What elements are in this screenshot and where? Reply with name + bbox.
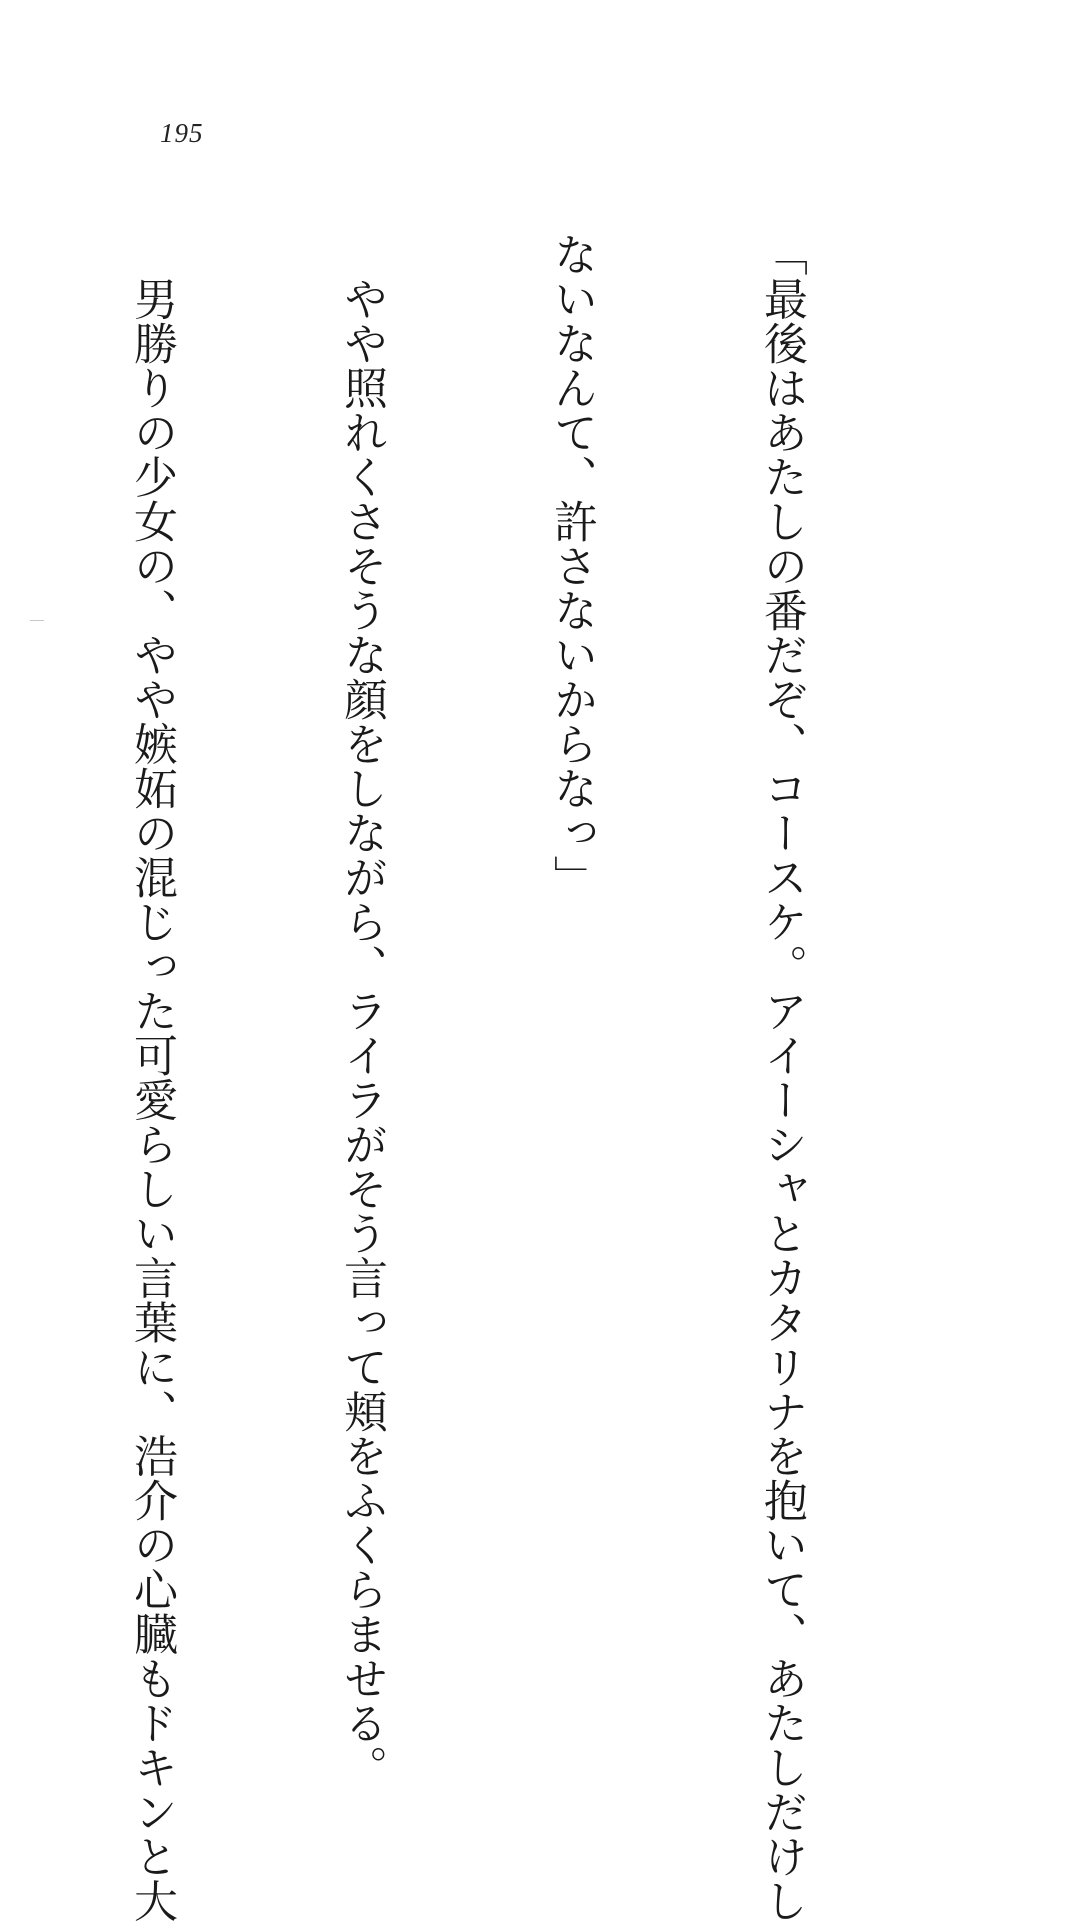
body-text xyxy=(0,232,956,1923)
text-line: 「最後はあたしの番だぞ、コースケ。アイーシャとカタリナを抱いて、あたしだけし xyxy=(756,232,807,1923)
text-line: ないなんて、許さないからなっ」 xyxy=(546,232,597,900)
text-line: やや照れくさそうな顔をしながら、ライラがそう言って頬をふくらませる。 xyxy=(336,232,387,1790)
scan-margin-mark xyxy=(30,620,44,621)
page-number: 195 xyxy=(160,118,204,148)
text-line: 男勝りの少女の、やや嫉妬の混じった可愛らしい言葉に、浩介の心臓もドキンと大 xyxy=(126,232,177,1923)
